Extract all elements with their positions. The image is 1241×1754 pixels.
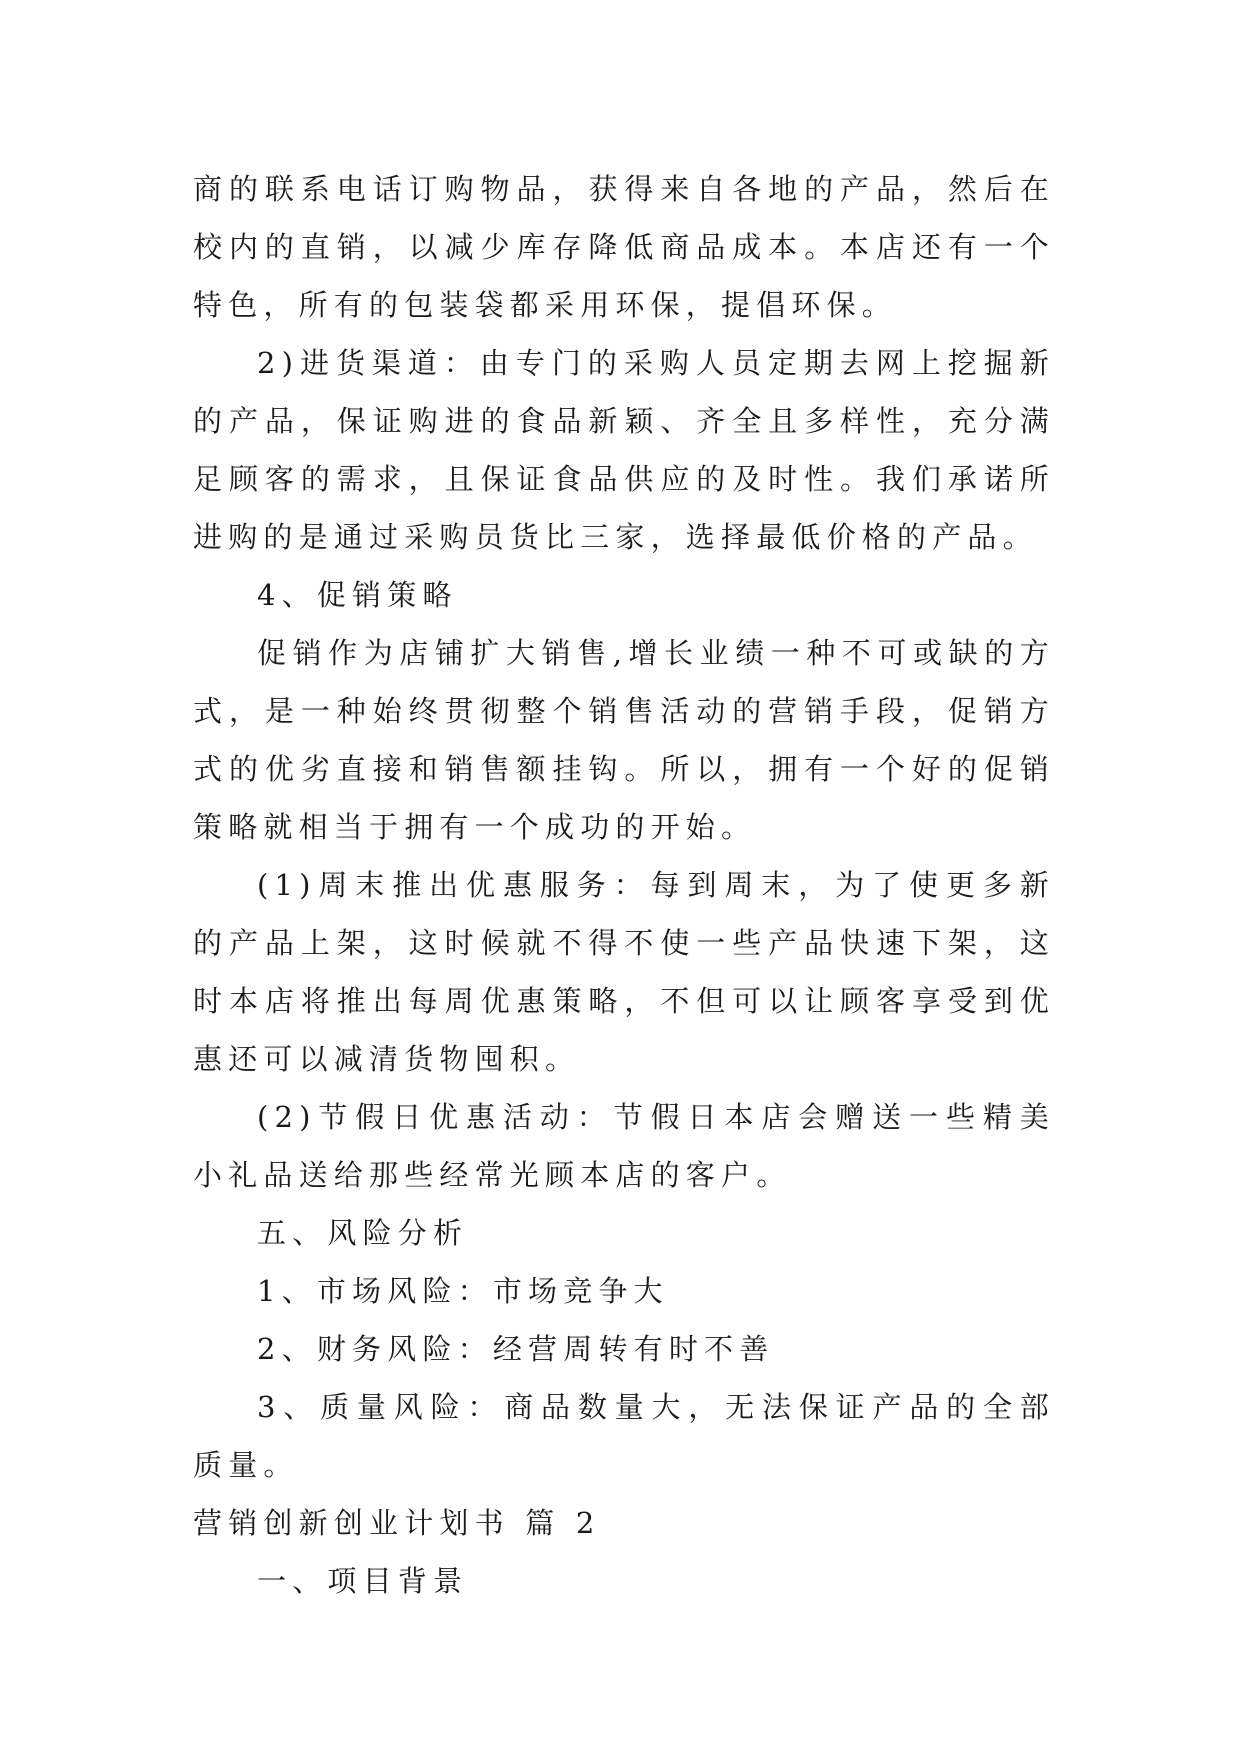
section-heading-promotion-strategy: 4、促销策略 (257, 578, 458, 612)
paragraph-holiday-offer: (2)节假日优惠活动：节假日本店会赠送一些精美小礼品送给那些经常光顾本店的客户。 (193, 1100, 1055, 1192)
list-item-market-risk: 1、市场风险：市场竞争大 (257, 1274, 669, 1308)
paragraph-weekend-offer: (1)周末推出优惠服务：每到周末，为了使更多新的产品上架，这时候就不得不使一些产品快速下架，这时本店将推出每周优惠策略，不但可以让顾客享受到优惠还可以减清货物囤积。 (193, 868, 1055, 1076)
list-item-quality-risk: 3、质量风险：商品数量大，无法保证产品的全部质量。 (193, 1390, 1055, 1482)
document-body (193, 160, 1055, 1610)
section-heading-project-background: 一、项目背景 (257, 1564, 469, 1598)
section-heading-risk-analysis: 五、风险分析 (257, 1216, 469, 1250)
paragraph-promotion-intro: 促销作为店铺扩大销售,增长业绩一种不可或缺的方式，是一种始终贯彻整个销售活动的营销手段，促销方式的优劣直接和销售额挂钩。所以，拥有一个好的促销策略就相当于拥有一个成功的开始。 (193, 636, 1055, 844)
paragraph-continuation: 商的联系电话订购物品，获得来自各地的产品，然后在校内的直销，以减少库存降低商品成本。本店还有一个特色，所有的包装袋都采用环保，提倡环保。 (193, 172, 1055, 322)
list-item-financial-risk: 2、财务风险：经营周转有时不善 (257, 1332, 775, 1366)
paragraph-purchase-channel: 2)进货渠道：由专门的采购人员定期去网上挖掘新的产品，保证购进的食品新颖、齐全且多样性，充分满足顾客的需求，且保证食品供应的及时性。我们承诺所进购的是通过采购员货比三家，选择最低价格的产品。 (193, 346, 1055, 554)
document-title-part-2: 营销创新创业计划书 篇 2 (193, 1506, 601, 1540)
